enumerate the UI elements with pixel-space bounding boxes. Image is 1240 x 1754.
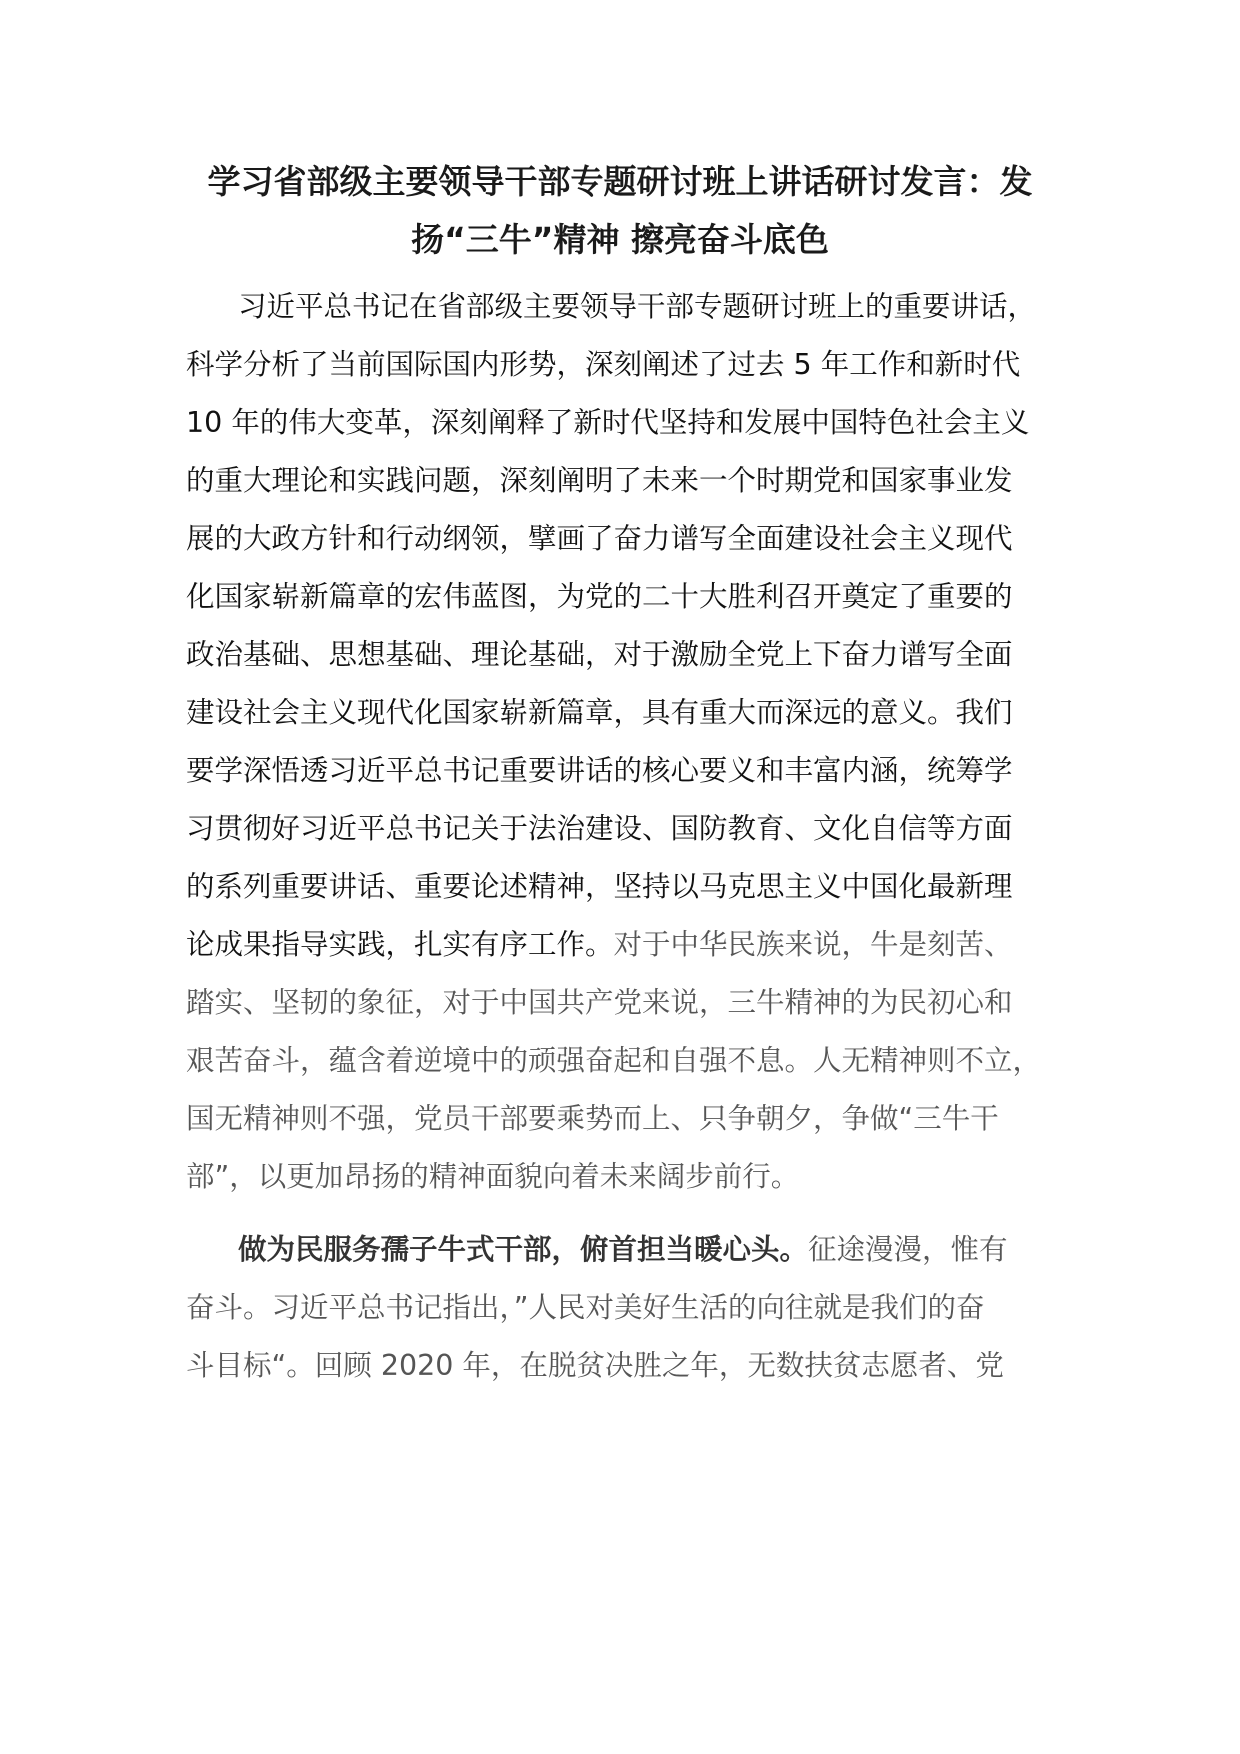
paragraph-1-line-16: 部”，以更加昂扬的精神面貌向着未来阔步前行。	[186, 1160, 800, 1193]
paragraph-1-line-12-dark-text: 论成果指导实践，扎实有序工作。	[186, 928, 614, 961]
paragraph-1-line-13: 踏实、坚韧的象征，对于中国共产党来说，三牛精神的为民初心和	[186, 986, 1013, 1019]
paragraph-1-line-11: 的系列重要讲话、重要论述精神，坚持以马克思主义中国化最新理	[186, 870, 1013, 903]
paragraph-1-line-6: 化国家崭新篇章的宏伟蓝图，为党的二十大胜利召开奠定了重要的	[186, 580, 1013, 613]
paragraph-1-line-3: 10 年的伟大变革，深刻阐释了新时代坚持和发展中国特色社会主义	[186, 406, 1030, 439]
paragraph-2-bold-lead: 做为民服务孺子牛式干部，俯首担当暖心头。	[238, 1233, 809, 1266]
paragraph-2-line-1	[238, 1230, 1008, 1270]
paragraph-1-line-2: 科学分析了当前国际国内形势，深刻阐述了过去 5 年工作和新时代	[186, 348, 1021, 381]
paragraph-2-line-3: 斗目标“。回顾 2020 年，在脱贫决胜之年，无数扶贫志愿者、党	[186, 1349, 1004, 1382]
paragraph-1-line-4: 的重大理论和实践问题，深刻阐明了未来一个时期党和国家事业发	[186, 464, 1013, 497]
paragraph-1-line-10: 习贯彻好习近平总书记关于法治建设、国防教育、文化自信等方面	[186, 812, 1013, 845]
document-title-line-2: 扬“三牛”精神 擦亮奋斗底色	[411, 220, 829, 259]
paragraph-1-line-12	[186, 925, 1013, 965]
paragraph-1-line-7: 政治基础、思想基础、理论基础，对于激励全党上下奋力谱写全面	[186, 638, 1013, 671]
paragraph-1-line-12-gray-text: 对于中华民族来说，牛是刻苦、	[613, 928, 1013, 961]
paragraph-2-lead-rest: 征途漫漫，惟有	[808, 1233, 1008, 1266]
paragraph-1-line-14: 艰苦奋斗，蕴含着逆境中的顽强奋起和自强不息。人无精神则不立，	[186, 1044, 1042, 1077]
paragraph-2-line-2: 奋斗。习近平总书记指出，”人民对美好生活的向往就是我们的奋	[186, 1291, 985, 1324]
paragraph-1-line-8: 建设社会主义现代化国家崭新篇章，具有重大而深远的意义。我们	[186, 696, 1013, 729]
paragraph-1-line-9: 要学深悟透习近平总书记重要讲话的核心要义和丰富内涵，统筹学	[186, 754, 1013, 787]
document-title-line-1: 学习省部级主要领导干部专题研讨班上讲话研讨发言：发	[207, 162, 1033, 201]
paragraph-1-line-1: 习近平总书记在省部级主要领导干部专题研讨班上的重要讲话，	[238, 290, 1037, 323]
paragraph-1-line-15: 国无精神则不强，党员干部要乘势而上、只争朝夕，争做“三牛干	[186, 1102, 999, 1135]
paragraph-1-line-5: 展的大政方针和行动纲领，擘画了奋力谱写全面建设社会主义现代	[186, 522, 1013, 555]
